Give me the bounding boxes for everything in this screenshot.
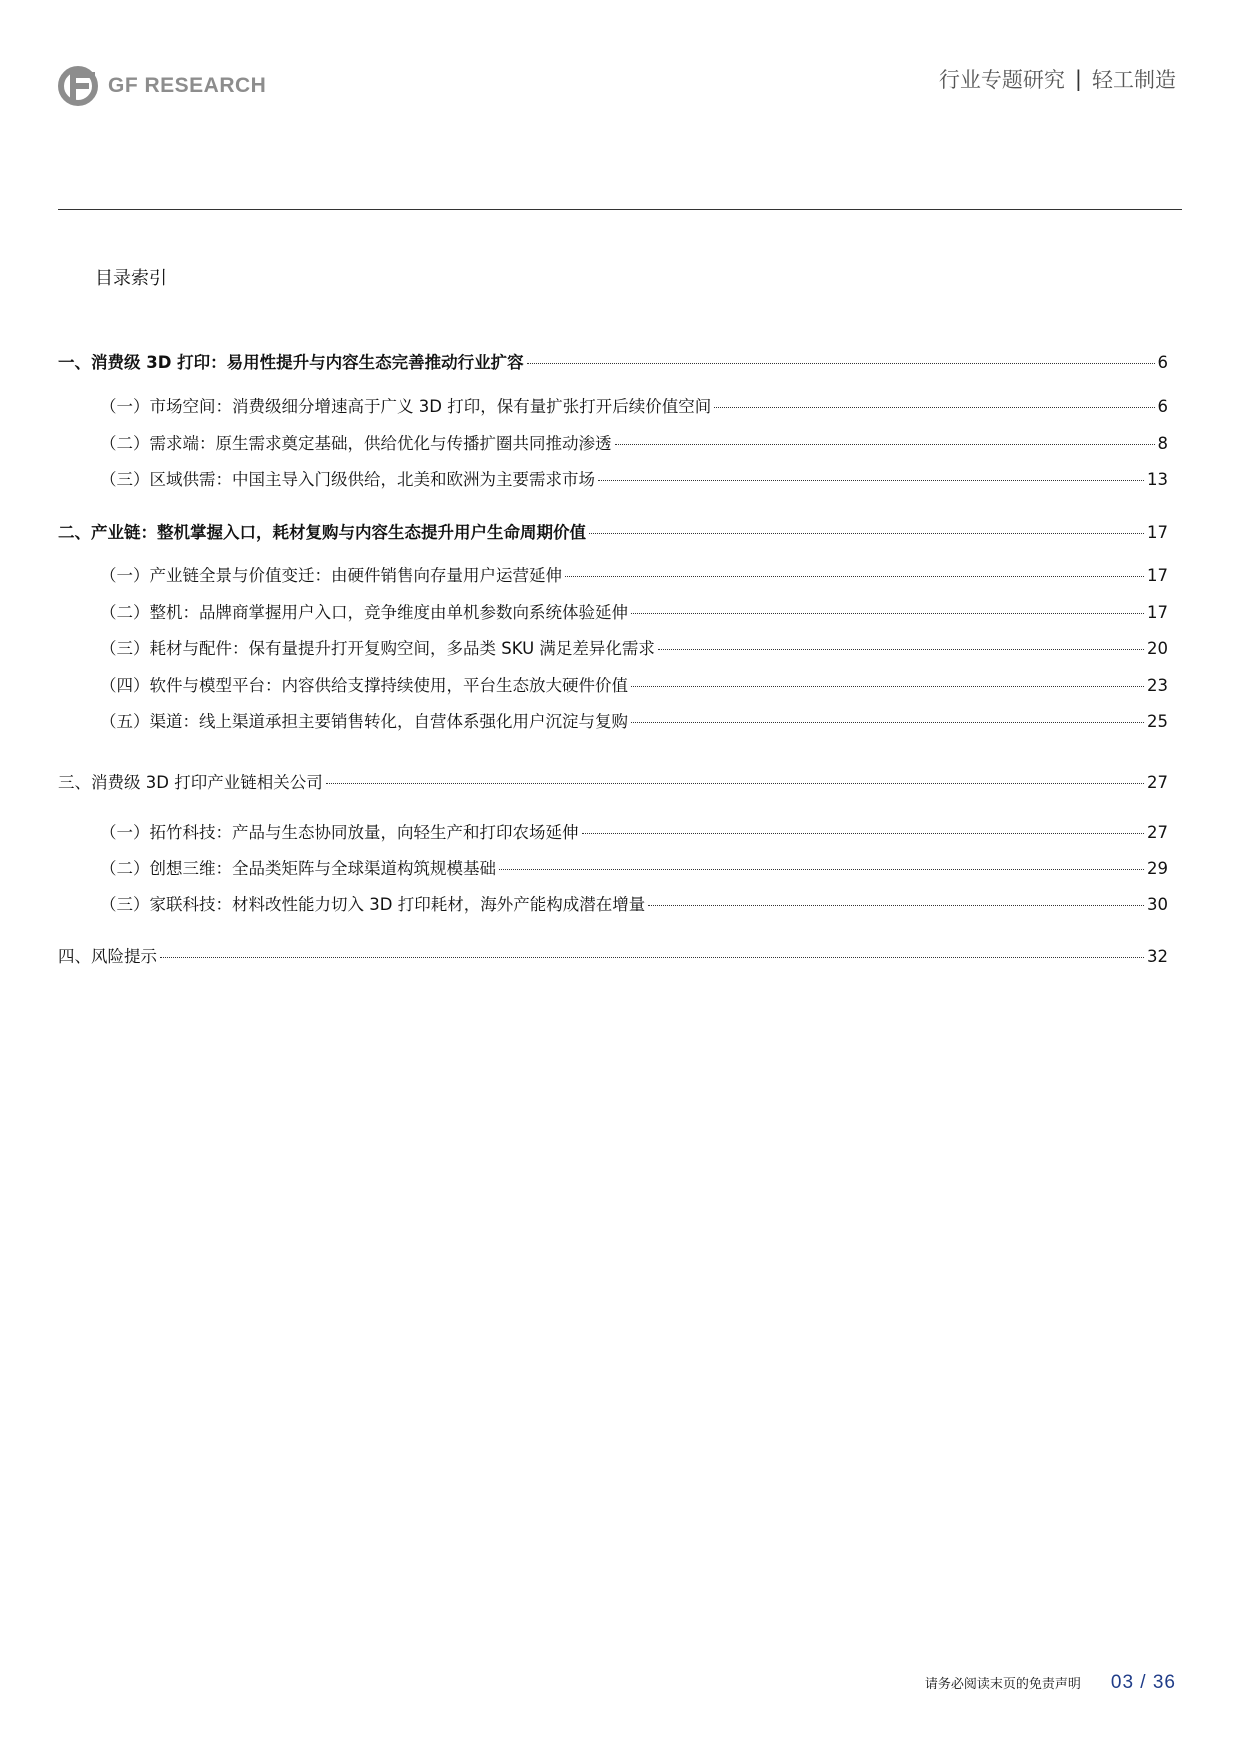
toc-entry-page: 8 — [1157, 434, 1168, 453]
toc-leader-dots — [582, 831, 1145, 834]
report-header — [939, 64, 1176, 94]
gf-research-logo — [58, 66, 266, 106]
toc-entry-title: 一、消费级 3D 打印：易用性提升与内容生态完善推动行业扩容 — [58, 353, 524, 372]
toc-entry-title: （五）渠道：线上渠道承担主要销售转化，自营体系强化用户沉淀与复购 — [100, 712, 628, 731]
toc-entry-title: （三）区域供需：中国主导入门级供给，北美和欧洲为主要需求市场 — [100, 470, 595, 489]
toc-entry-page: 17 — [1147, 603, 1168, 622]
toc-entry[interactable] — [58, 772, 1168, 794]
header-separator: | — [1074, 67, 1082, 91]
toc-entry[interactable] — [100, 602, 1168, 624]
toc-entry-title: （一）产业链全景与价值变迁：由硬件销售向存量用户运营延伸 — [100, 566, 562, 585]
toc-leader-dots — [615, 442, 1155, 445]
toc-entry-title: 四、风险提示 — [58, 947, 157, 966]
toc-entry-page: 17 — [1147, 566, 1168, 585]
report-industry: 轻工制造 — [1092, 68, 1176, 92]
toc-leader-dots — [160, 955, 1144, 958]
toc-entry-title: （四）软件与模型平台：内容供给支撑持续使用，平台生态放大硬件价值 — [100, 676, 628, 695]
report-category: 行业专题研究 — [938, 68, 1065, 92]
toc-title: 目录索引 — [95, 268, 167, 289]
toc-leader-dots — [527, 361, 1155, 364]
toc-leader-dots — [631, 611, 1144, 614]
toc-leader-dots — [326, 781, 1144, 784]
toc-entry-title: （二）需求端：原生需求奠定基础，供给优化与传播扩圈共同推动渗透 — [100, 434, 612, 453]
toc-entry-page: 20 — [1147, 639, 1168, 658]
toc-entry-page: 23 — [1147, 676, 1168, 695]
toc-entry[interactable] — [58, 522, 1168, 544]
toc-entry[interactable] — [100, 858, 1168, 880]
toc-entry-page: 25 — [1147, 712, 1168, 731]
page-footer — [925, 1672, 1176, 1694]
toc-entry[interactable] — [100, 469, 1168, 491]
toc-leader-dots — [658, 647, 1144, 650]
toc-leader-dots — [631, 720, 1144, 723]
toc-entry[interactable] — [100, 894, 1168, 916]
toc-leader-dots — [565, 574, 1144, 577]
header-divider — [58, 209, 1182, 210]
toc-entry-page: 6 — [1157, 397, 1168, 416]
toc-entry-page: 27 — [1147, 773, 1168, 792]
toc-entry-page: 6 — [1157, 353, 1168, 372]
toc-entry-title: （二）创想三维：全品类矩阵与全球渠道构筑规模基础 — [100, 859, 496, 878]
toc-entry-title: （三）耗材与配件：保有量提升打开复购空间，多品类 SKU 满足差异化需求 — [100, 639, 655, 658]
toc-leader-dots — [631, 684, 1144, 687]
toc-entry[interactable] — [100, 711, 1168, 733]
toc-entry-page: 13 — [1147, 470, 1168, 489]
toc-entry[interactable] — [100, 565, 1168, 587]
toc-entry-page: 27 — [1147, 823, 1168, 842]
toc-entry[interactable] — [58, 946, 1168, 968]
toc-entry-title: （二）整机：品牌商掌握用户入口，竞争维度由单机参数向系统体验延伸 — [100, 603, 628, 622]
toc-entry[interactable] — [100, 675, 1168, 697]
toc-leader-dots — [598, 478, 1144, 481]
toc-entry-title: （一）市场空间：消费级细分增速高于广义 3D 打印，保有量扩张打开后续价值空间 — [100, 397, 712, 416]
gf-logo-icon — [58, 66, 98, 106]
toc-entry[interactable] — [100, 638, 1168, 660]
toc-entry-title: （三）家联科技：材料改性能力切入 3D 打印耗材，海外产能构成潜在增量 — [100, 895, 646, 914]
toc-entry-title: （一）拓竹科技：产品与生态协同放量，向轻生产和打印农场延伸 — [100, 823, 579, 842]
toc-entry-title: 三、消费级 3D 打印产业链相关公司 — [58, 773, 323, 792]
toc-entry[interactable] — [58, 352, 1168, 374]
toc-entry[interactable] — [100, 822, 1168, 844]
toc-entry-page: 32 — [1147, 947, 1168, 966]
logo-text: GF RESEARCH — [108, 74, 267, 97]
toc-leader-dots — [714, 405, 1154, 408]
disclaimer-note: 请务必阅读末页的免责声明 — [924, 1677, 1081, 1692]
toc-entry[interactable] — [100, 433, 1168, 455]
toc-entry-page: 29 — [1147, 859, 1168, 878]
toc-entry-page: 30 — [1147, 895, 1168, 914]
toc-leader-dots — [648, 903, 1144, 906]
toc-entry-title: 二、产业链：整机掌握入口，耗材复购与内容生态提升用户生命周期价值 — [58, 523, 586, 542]
page-indicator: 03 / 36 — [1110, 1672, 1176, 1693]
toc-entry-page: 17 — [1147, 523, 1168, 542]
toc-leader-dots — [499, 867, 1144, 870]
toc-entry[interactable] — [100, 396, 1168, 418]
toc-leader-dots — [589, 531, 1144, 534]
